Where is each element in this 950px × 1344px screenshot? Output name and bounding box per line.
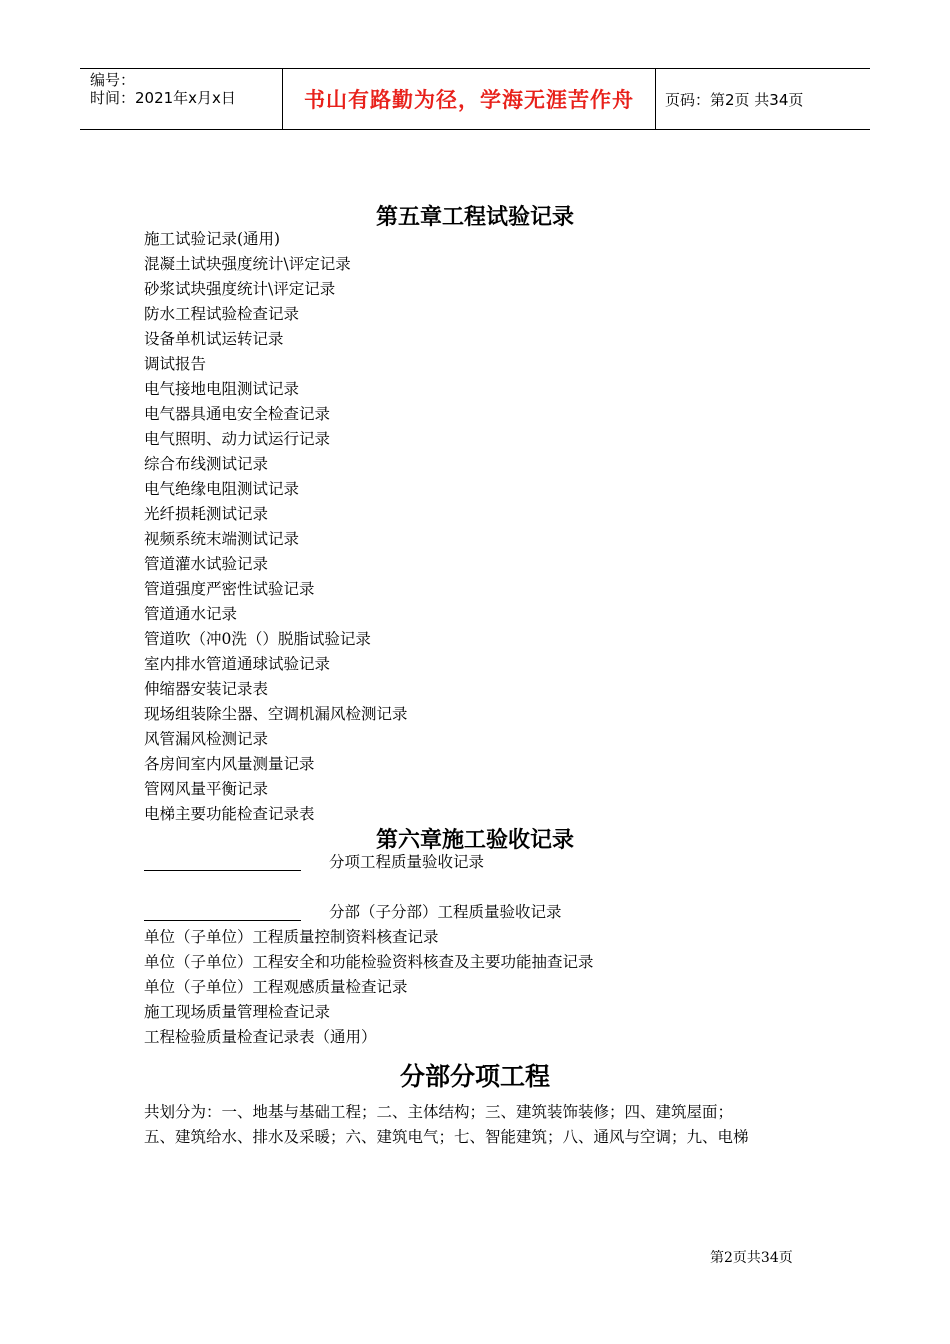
list-item: 砂浆试块强度统计\评定记录	[144, 280, 336, 298]
list-item: 视频系统末端测试记录	[144, 530, 300, 548]
list-item: 现场组装除尘器、空调机漏风检测记录	[144, 705, 408, 723]
blank-list-item	[144, 900, 744, 925]
list-item: 电气绝缘电阻测试记录	[144, 480, 300, 498]
section-title: 分部分项工程	[399, 1062, 550, 1091]
list-item: 综合布线测试记录	[144, 455, 269, 473]
blank-underline	[144, 870, 301, 871]
header-page-cell	[655, 69, 870, 129]
list-item: 施工现场质量管理检查记录	[144, 1003, 331, 1021]
list-item: 设备单机试运转记录	[144, 330, 284, 348]
blank-list-item	[144, 850, 744, 875]
list-item: 电梯主要功能检查记录表	[144, 805, 315, 823]
page-footer: 第2页共34页	[710, 1250, 793, 1266]
list-item: 管道强度严密性试验记录	[144, 580, 315, 598]
list-item: 室内排水管道通球试验记录	[144, 655, 331, 673]
header-motto-cell	[282, 69, 656, 129]
list-item: 分项工程质量验收记录	[329, 853, 485, 871]
list-item: 防水工程试验检查记录	[144, 305, 300, 323]
chapter6-list	[144, 925, 594, 1050]
motto: 书山有路勤为径，学海无涯苦作舟	[304, 88, 634, 112]
list-item: 电气器具通电安全检查记录	[144, 405, 331, 423]
list-item: 单位（子单位）工程观感质量检查记录	[144, 978, 408, 996]
chapter5-title: 第五章工程试验记录	[375, 204, 574, 230]
list-item: 调试报告	[144, 355, 207, 373]
serial-label: 编号：	[90, 71, 136, 89]
page-label: 页码：第2页 共34页	[665, 90, 804, 109]
list-item: 分部（子分部）工程质量验收记录	[329, 903, 562, 921]
chapter5-list	[144, 227, 408, 827]
section-paragraph-line: 共划分为：一、地基与基础工程；二、主体结构；三、建筑装饰装修；四、建筑屋面；	[144, 1103, 734, 1121]
list-item: 混凝土试块强度统计\评定记录	[144, 255, 351, 273]
header-meta	[80, 69, 282, 129]
list-item: 电气接地电阻测试记录	[144, 380, 300, 398]
list-item: 风管漏风检测记录	[144, 730, 269, 748]
list-item: 电气照明、动力试运行记录	[144, 430, 331, 448]
list-item: 光纤损耗测试记录	[144, 505, 269, 523]
list-item: 施工试验记录(通用)	[144, 230, 281, 248]
page-header	[80, 68, 870, 130]
list-item: 伸缩器安装记录表	[144, 680, 269, 698]
list-item: 管网风量平衡记录	[144, 780, 269, 798]
list-item: 工程检验质量检查记录表（通用）	[144, 1028, 377, 1046]
list-item: 管道通水记录	[144, 605, 238, 623]
date-label: 时间：2021年x月x日	[90, 89, 236, 107]
list-item: 单位（子单位）工程安全和功能检验资料核查及主要功能抽查记录	[144, 953, 594, 971]
chapter6-title: 第六章施工验收记录	[375, 827, 574, 853]
section-paragraph-line: 五、建筑给水、排水及采暖；六、建筑电气；七、智能建筑；八、通风与空调；九、电梯	[144, 1128, 749, 1146]
list-item: 管道灌水试验记录	[144, 555, 269, 573]
list-item: 管道吹（冲0洗（）脱脂试验记录	[144, 630, 371, 648]
list-item: 单位（子单位）工程质量控制资料核查记录	[144, 928, 439, 946]
list-item: 各房间室内风量测量记录	[144, 755, 315, 773]
blank-underline	[144, 920, 301, 921]
